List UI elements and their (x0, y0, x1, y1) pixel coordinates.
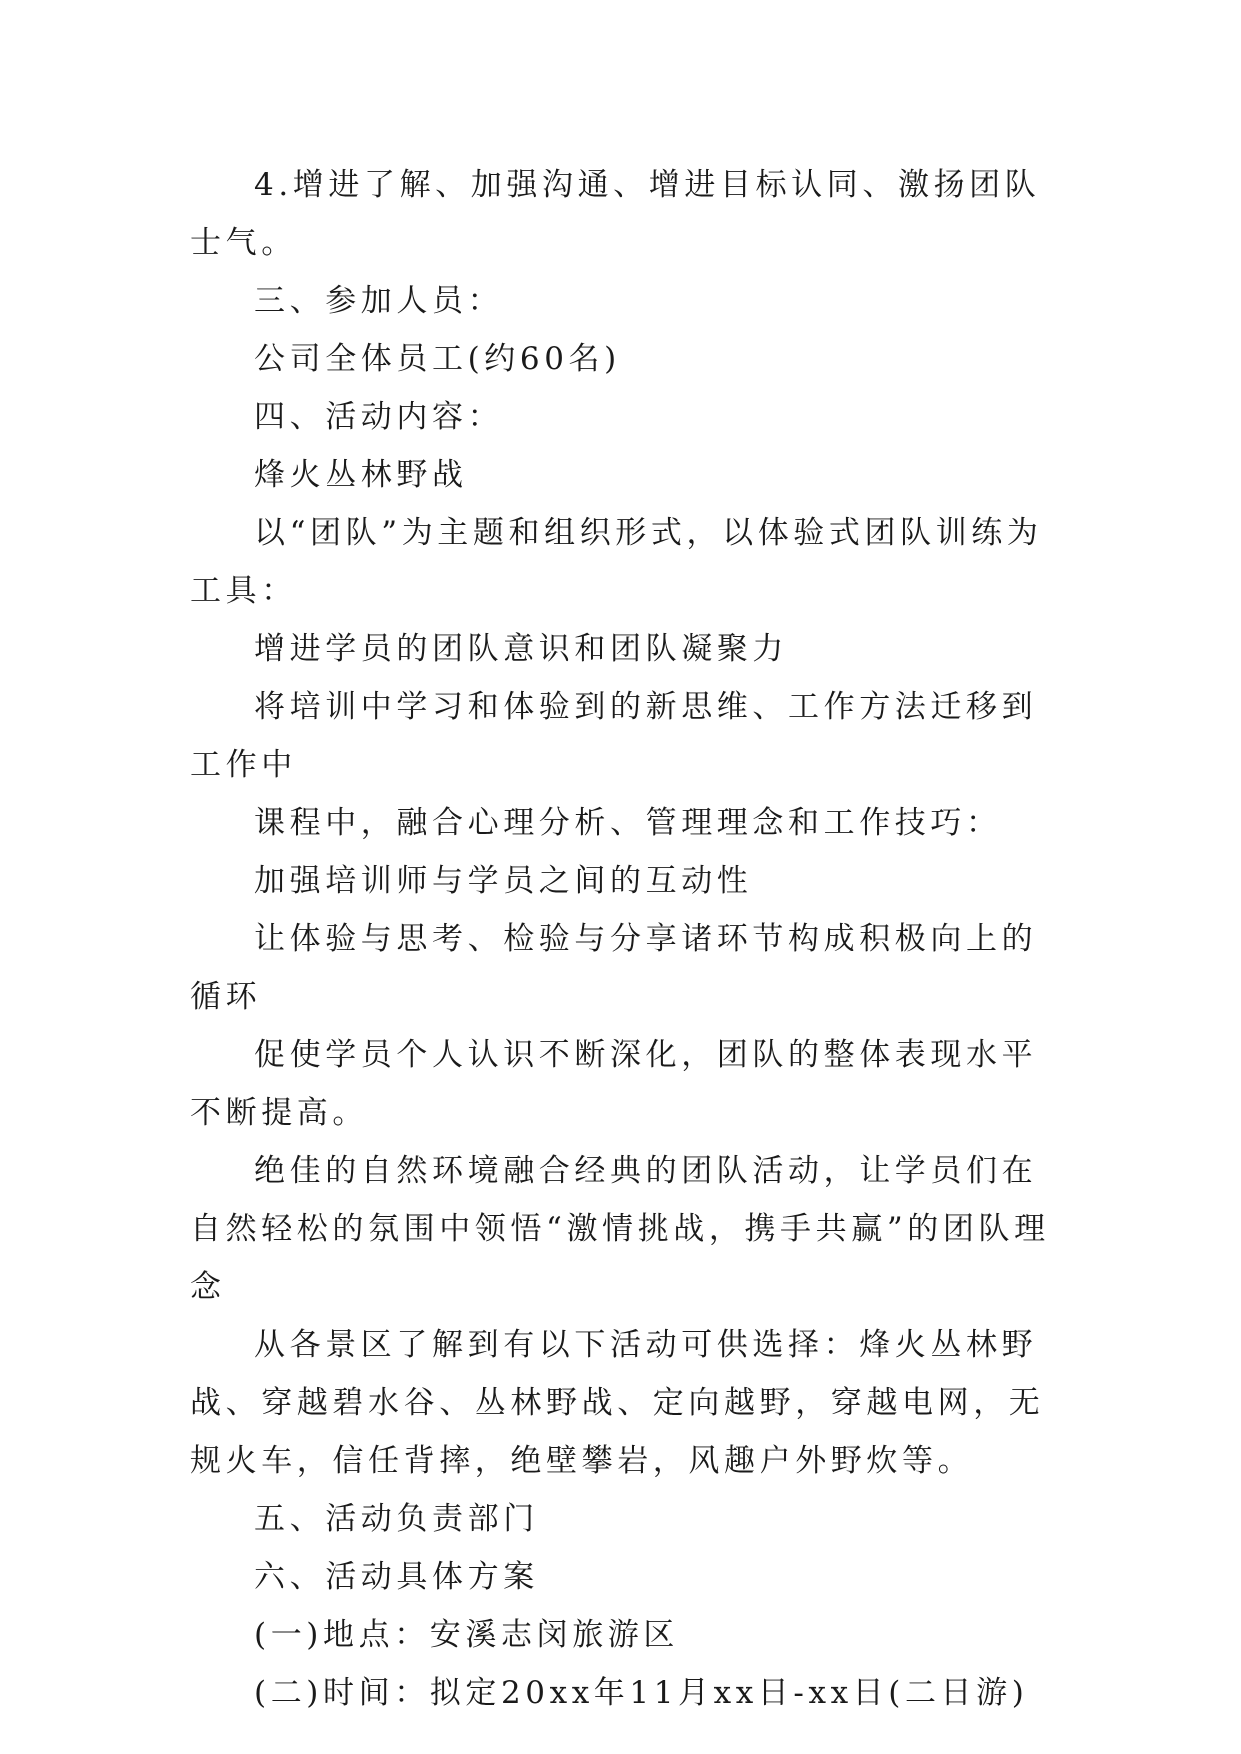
paragraph-theme: 以“团队”为主题和组织形式，以体验式团队训练为工具： (190, 515, 1043, 609)
paragraph-activity-name: 烽火丛林野战 (254, 457, 468, 493)
heading-participants: 三、参加人员： (254, 283, 504, 319)
paragraph-activity-options: 从各景区了解到有以下活动可供选择：烽火丛林野战、穿越碧水谷、丛林野战、定向越野，穿越电网，无规火车，信任背摔，绝壁攀岩，风趣户外野炊等。 (190, 1327, 1045, 1479)
paragraph-cycle: 让体验与思考、检验与分享诸环节构成积极向上的循环 (190, 921, 1038, 1015)
paragraph-environment: 绝佳的自然环境融合经典的团队活动，让学员们在自然轻松的氛围中领悟“激情挑战，携手共赢”的团队理念 (190, 1153, 1050, 1305)
paragraph-transfer: 将培训中学习和体验到的新思维、工作方法迁移到工作中 (190, 689, 1038, 783)
paragraph-location: (一)地点：安溪志闵旅游区 (254, 1617, 679, 1653)
paragraph-goal-4: 4.增进了解、加强沟通、增进目标认同、激扬团队士气。 (190, 167, 1041, 261)
paragraph-improvement: 促使学员个人认识不断深化，团队的整体表现水平不断提高。 (190, 1037, 1038, 1131)
paragraph-time: (二)时间：拟定20xx年11月xx日-xx日(二日游) (254, 1675, 1029, 1711)
paragraph-interaction: 加强培训师与学员之间的互动性 (254, 863, 753, 899)
heading-responsible-dept: 五、活动负责部门 (254, 1501, 539, 1537)
document-body (190, 156, 1060, 1722)
heading-activity-content: 四、活动内容： (254, 399, 504, 435)
paragraph-course: 课程中，融合心理分析、管理理念和工作技巧： (254, 805, 1002, 841)
paragraph-participants: 公司全体员工(约60名) (254, 341, 621, 377)
heading-plan: 六、活动具体方案 (254, 1559, 539, 1595)
paragraph-cohesion: 增进学员的团队意识和团队凝聚力 (254, 631, 788, 667)
